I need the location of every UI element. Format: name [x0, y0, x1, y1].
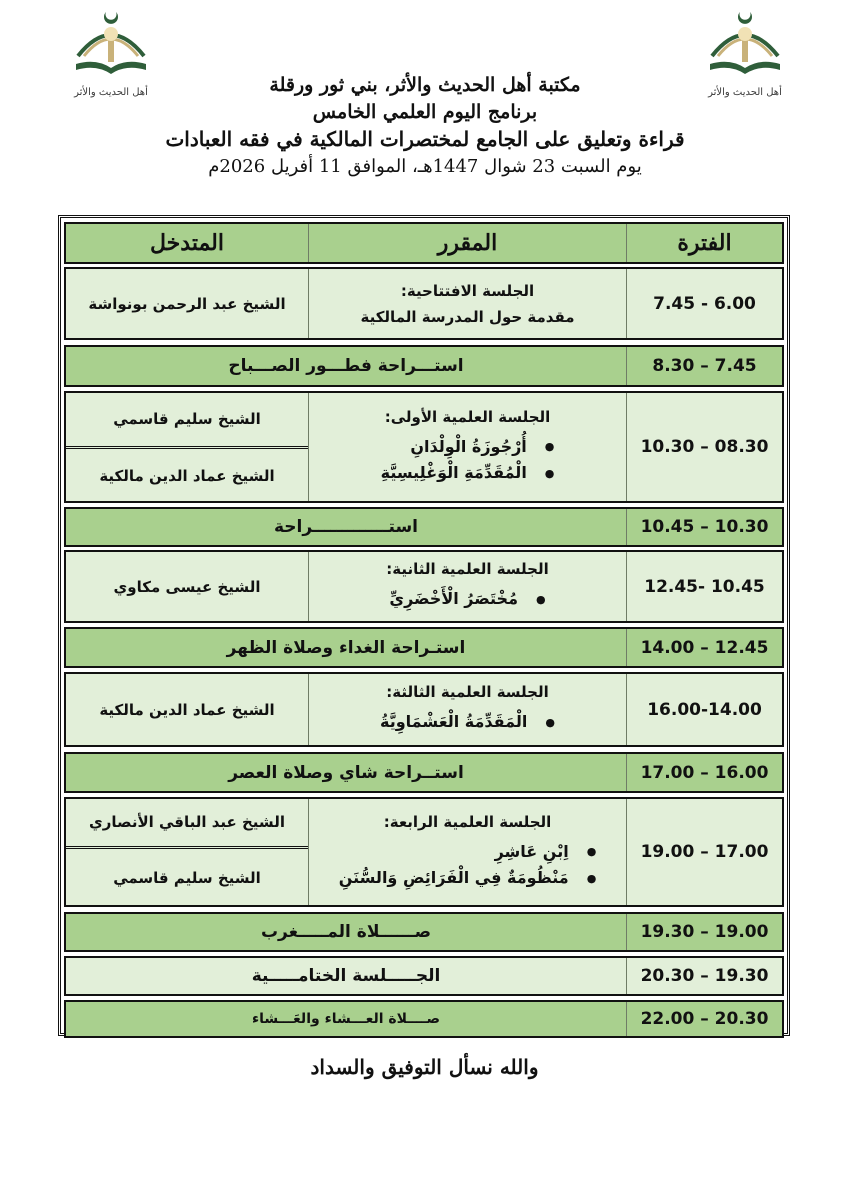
speaker-name: الشيخ عبد الباقي الأنصاري [89, 813, 285, 831]
table-row-break [64, 912, 784, 952]
row-time: 16.00-14.00 [647, 699, 762, 720]
speaker-divider [66, 846, 308, 849]
closing-prayer: والله نسأل التوفيق والسداد [310, 1055, 539, 1079]
row-time: 19.30 – 19.00 [640, 922, 769, 942]
program-subtitle: قراءة وتعليق على الجامع لمختصرات المالكية في فقه العبادات [165, 127, 685, 151]
row-time: 10.45 – 10.30 [640, 517, 769, 537]
closing-label: الجـــــلسة الختامـــــية [251, 966, 441, 986]
session-item: ●مُخْتَصَرُ الْأَخْضَرِيِّ [389, 589, 546, 609]
row-time: 7.45 - 6.00 [653, 293, 756, 314]
table-row-session-2 [64, 550, 784, 623]
break-label: استـــراحة فطـــور الصـــباح [228, 356, 464, 376]
table-row-opening [64, 267, 784, 340]
break-label: استـــــــــــــراحة [274, 517, 418, 537]
row-time: 22.00 – 20.30 [640, 1009, 769, 1029]
program-date: يوم السبت 23 شوال 1447هـ، الموافق 11 أفريل 2026م [208, 156, 642, 177]
session-items [339, 839, 597, 892]
page-heading [120, 72, 730, 180]
session-title: الجلسة العلمية الثانية: [386, 560, 549, 579]
table-row-break [64, 345, 784, 387]
table-row-break [64, 627, 784, 668]
table-row-break [64, 752, 784, 793]
session-item: ●الْمُقَدِّمَةِ الْوَغْلِيسِيَّةِ [380, 463, 555, 482]
break-label: صــــــلاة المـــــغرب [260, 922, 432, 942]
speaker-name: الشيخ سليم قاسمي [113, 869, 261, 887]
speaker-name: الشيخ عبد الرحمن بونواشة [88, 294, 286, 313]
table-row-break [64, 1000, 784, 1038]
break-label: استــراحة شاي وصلاة العصر [228, 762, 464, 783]
row-time: 10.30 – 08.30 [640, 437, 769, 457]
session-title: الجلسة العلمية الثالثة: [386, 683, 549, 702]
speaker-name: الشيخ سليم قاسمي [113, 410, 261, 428]
header-subject: المقرر [437, 230, 498, 256]
session-items [380, 709, 555, 736]
library-name: مكتبة أهل الحديث والأثر، بني ثور ورقلة [269, 74, 581, 96]
session-items [381, 434, 555, 487]
session-items [389, 586, 545, 613]
row-time: 19.00 – 17.00 [640, 842, 769, 862]
program-title: برنامج اليوم العلمي الخامس [312, 101, 538, 123]
table-row-session-4 [64, 797, 784, 907]
schedule-table [58, 215, 790, 1036]
session-item: ●أُرْجُوزَةُ الْوِلْدَانِ [410, 436, 555, 456]
table-header-row [64, 222, 784, 264]
session-title: الجلسة العلمية الأولى: [384, 407, 551, 426]
header-time: الفترة [677, 230, 732, 256]
break-label: استـراحة الغداء وصلاة الظهر [226, 637, 466, 658]
session-item: ●الْمَقَدِّمَةُ الْعَشْمَاوِيَّةُ [380, 712, 555, 732]
speaker-divider [66, 446, 308, 449]
row-time: 17.00 – 16.00 [640, 762, 769, 783]
session-item: مقدمة حول المدرسة المالكية [360, 307, 575, 326]
session-item: ●مَنْظُومَةٌ فِي الْفَرَائِضِ وَالسُّنَنِ [338, 868, 597, 887]
row-time: 20.30 – 19.30 [640, 966, 769, 986]
speaker-name: الشيخ عيسى مكاوي [113, 577, 261, 596]
table-row-session-1 [64, 391, 784, 503]
row-time: 12.45- 10.45 [644, 576, 765, 597]
speaker-name: الشيخ عماد الدين مالكية [99, 700, 275, 719]
table-row-break [64, 507, 784, 547]
session-item: ●اِبْنِ عَاشِرِ [494, 841, 597, 861]
session-title: الجلسة الافتتاحية: [400, 281, 535, 300]
logo-caption-right: أهل الحديث والأثر [708, 87, 782, 98]
logo-caption-left: أهل الحديث والأثر [74, 87, 148, 98]
break-label: صــــلاة العـــشاء والعَـــشاء [252, 1011, 440, 1027]
table-row-session-3 [64, 672, 784, 747]
table-row-closing [64, 956, 784, 996]
header-speaker: المتدخل [150, 230, 224, 256]
speaker-name: الشيخ عماد الدين مالكية [99, 467, 275, 485]
session-title: الجلسة العلمية الرابعة: [383, 812, 552, 831]
row-time: 8.30 – 7.45 [652, 356, 757, 376]
row-time: 14.00 – 12.45 [640, 637, 769, 658]
